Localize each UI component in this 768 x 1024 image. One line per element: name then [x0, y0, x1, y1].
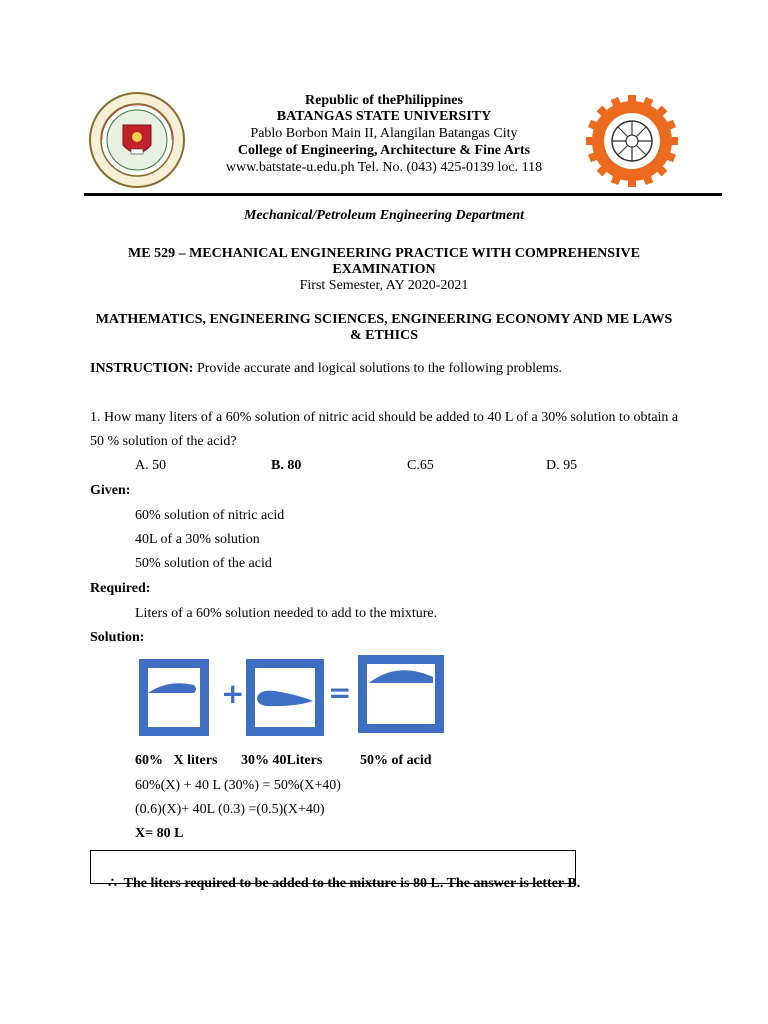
required-label: Required: — [90, 581, 151, 596]
given-label: Given: — [90, 483, 131, 498]
instruction-text: Provide accurate and logical solutions to the following problems. — [193, 361, 563, 376]
header-college: College of Engineering, Architecture & Fine Arts — [237, 143, 531, 158]
question-line1: 1. How many liters of a 60% solution of nitric acid should be added to 40 L of a 30% solution to obtain a — [90, 410, 679, 425]
container-50-percent — [358, 655, 444, 733]
header-address: Pablo Borbon Main II, Alangilan Batangas City — [250, 126, 518, 141]
equation-1: 60%(X) + 40 L (30%) = 50%(X+40) — [135, 778, 341, 793]
header-contact: www.batstate-u.edu.ph Tel. No. (043) 425-0139 loc. 118 — [225, 160, 543, 175]
container-30-percent — [246, 659, 324, 736]
given-item: 60% solution of nitric acid — [135, 508, 285, 523]
equals-operator: = — [328, 676, 352, 709]
question-line2: 50 % solution of the acid? — [90, 434, 237, 449]
instruction — [90, 361, 562, 377]
choice-d: D. 95 — [546, 458, 578, 473]
department-title: Mechanical/Petroleum Engineering Department — [243, 208, 524, 223]
instruction-label: INSTRUCTION: — [90, 361, 194, 376]
answer-box — [90, 850, 581, 891]
choice-a: A. 50 — [135, 458, 167, 473]
header-republic: Republic of thePhilippines — [305, 93, 463, 108]
header-divider — [84, 193, 722, 196]
choice-c: C.65 — [407, 458, 434, 473]
given-item: 40L of a 30% solution — [135, 532, 260, 547]
result: X= 80 L — [135, 826, 184, 841]
choice-b: B. 80 — [271, 458, 302, 473]
figure-label-50: 50% of acid — [360, 753, 432, 768]
container-60-percent — [139, 659, 209, 736]
plus-operator: + — [221, 677, 245, 710]
course-title-line2: EXAMINATION — [332, 262, 436, 277]
header-university: BATANGAS STATE UNIVERSITY — [276, 109, 492, 124]
equation-2: (0.6)(X)+ 40L (0.3) =(0.5)(X+40) — [135, 802, 325, 817]
therefore-symbol: ∴ — [108, 876, 117, 891]
figure-label-60: 60% X liters — [135, 753, 218, 768]
course-title-line1: ME 529 – MECHANICAL ENGINEERING PRACTICE WITH COMPREHENSIVE — [128, 246, 640, 261]
subject-line1: MATHEMATICS, ENGINEERING SCIENCES, ENGINEERING ECONOMY AND ME LAWS — [95, 312, 673, 327]
required-text: Liters of a 60% solution needed to add to the mixture. — [135, 606, 438, 621]
solution-label: Solution: — [90, 630, 145, 645]
figure-label-30: 30% 40Liters — [241, 753, 323, 768]
semester: First Semester, AY 2020-2021 — [299, 278, 469, 293]
answer-text: The liters required to be added to the mixture is 80 L. The answer is letter B. — [116, 876, 581, 891]
subject-line2: & ETHICS — [349, 328, 419, 343]
given-item: 50% solution of the acid — [135, 556, 272, 571]
